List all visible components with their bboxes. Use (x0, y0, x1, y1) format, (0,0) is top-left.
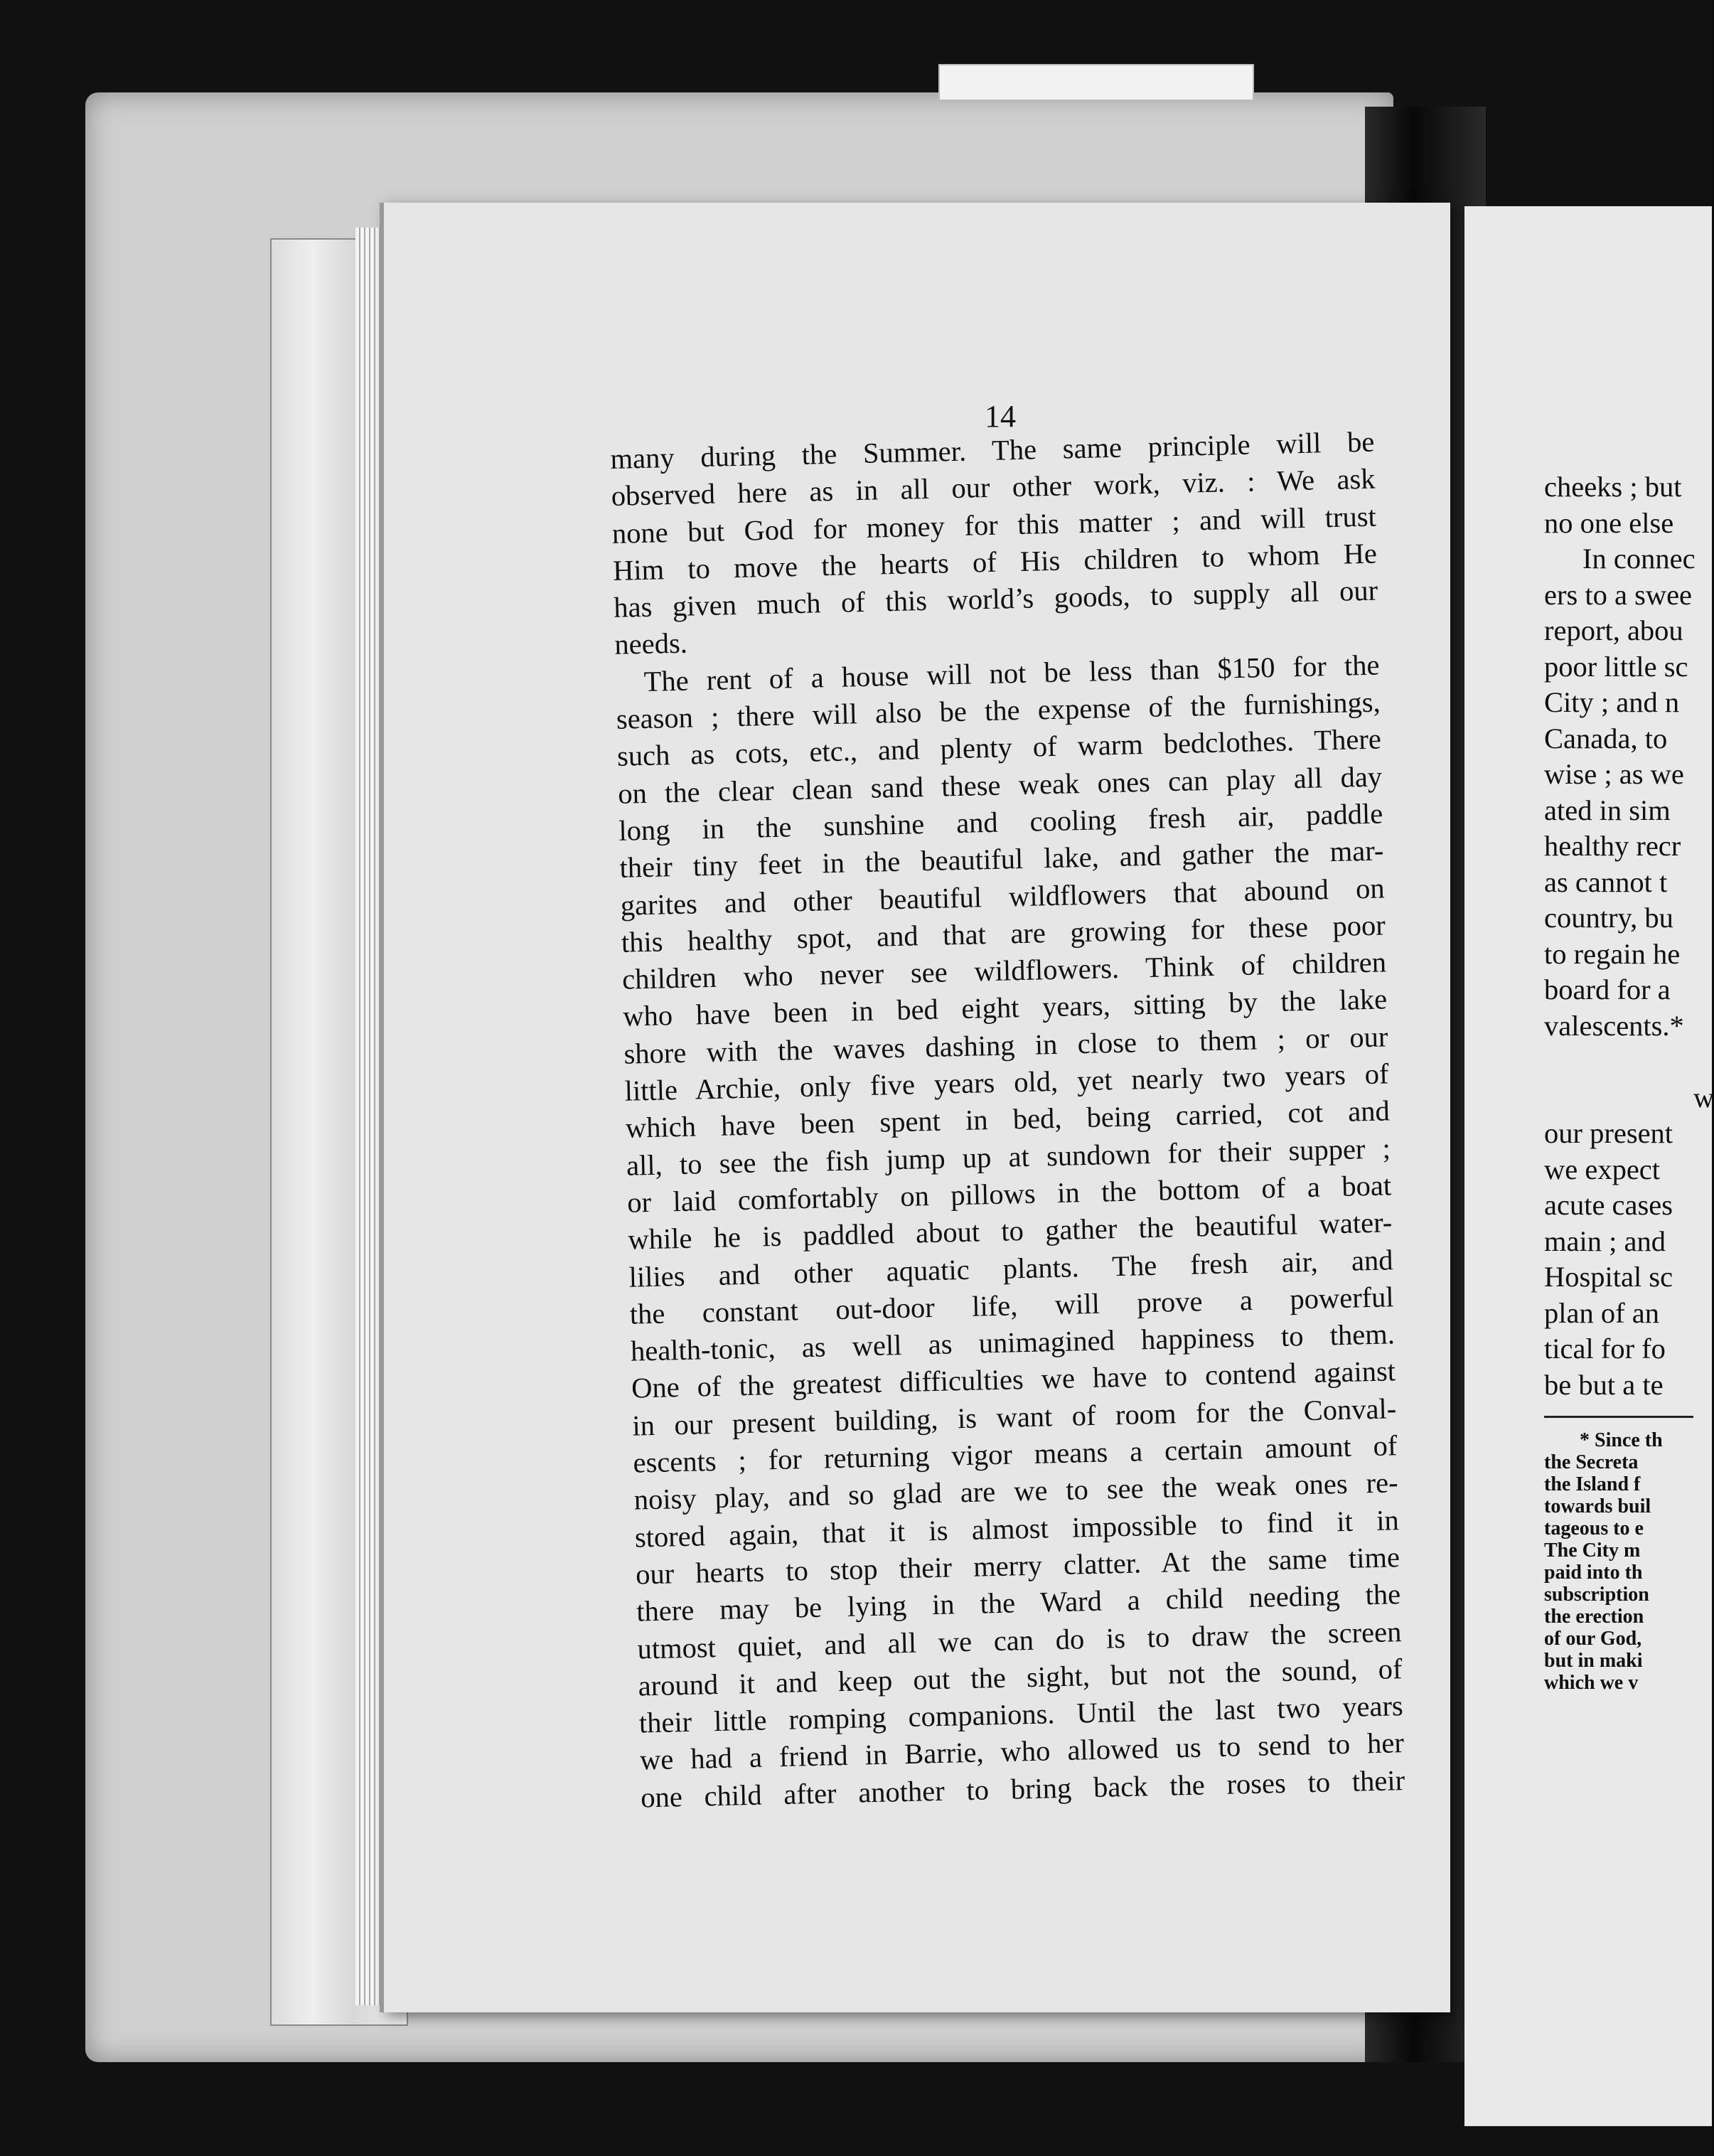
facing-text-line: Canada, to (1544, 722, 1668, 754)
text-line: shore with the waves dashing in close to them ; or our (623, 1020, 1388, 1070)
footnote-line: subscription (1544, 1584, 1649, 1606)
footnote-line: towards buil (1544, 1495, 1651, 1517)
text-line: all, to see the fish jump up at sundown for their supper ; (626, 1131, 1391, 1182)
facing-text-line: country, bu (1544, 902, 1673, 934)
text-line: has given much of this world’s goods, to supply all our (613, 574, 1378, 624)
facing-text-line: In connec (1582, 543, 1696, 575)
footnote-line: The City m (1544, 1539, 1641, 1562)
facing-text-line: we expect (1544, 1153, 1661, 1185)
facing-text-line: our present (1544, 1117, 1673, 1149)
text-line: their tiny feet in the beautiful lake, and gather the mar- (619, 834, 1384, 885)
text-line: which have been spent in bed, being carried, cot and (625, 1094, 1391, 1145)
facing-text-line: plan of an (1544, 1296, 1659, 1329)
text-line: the constant out-door life, will prove a powerful (629, 1281, 1395, 1330)
facing-text-line: healthy recr (1544, 830, 1681, 862)
text-line: many during the Summer. The same principle will be (610, 425, 1375, 475)
text-line: their little romping companions. Until the last two years (638, 1690, 1404, 1739)
facing-text-line: no one else (1544, 506, 1674, 539)
page-body (610, 424, 1405, 1817)
footnote-line: the erection (1544, 1606, 1644, 1628)
facing-text-line: as cannot t (1544, 865, 1668, 898)
facing-text-line: poor little sc (1544, 650, 1688, 683)
facing-text-line: to regain he (1544, 937, 1681, 970)
text-line: who have been in bed eight years, sitting by the lake (622, 983, 1388, 1033)
text-line: we had a friend in Barrie, who allowed us to send to her (639, 1727, 1405, 1776)
footnote-line: but in maki (1544, 1650, 1643, 1672)
text-line: garites and other beautiful wildflowers that abound on (620, 872, 1386, 922)
facing-text-line: main ; and (1544, 1224, 1666, 1257)
text-line: or laid comfortably on pillows in the bottom of a boat (626, 1169, 1392, 1219)
facing-page-text (1544, 469, 1712, 1694)
footnote-line: * Since th (1580, 1429, 1663, 1451)
footnote-line: paid into th (1544, 1562, 1643, 1584)
footnote-line: which we v (1544, 1672, 1639, 1694)
text-line: One of the greatest difficulties we have to contend against (631, 1355, 1396, 1405)
facing-text-line: cheeks ; but (1544, 471, 1682, 503)
text-line: children who never see wildflowers. Think of children (621, 946, 1387, 996)
text-line: escents ; for returning vigor means a certain amount of (633, 1429, 1398, 1479)
facing-text-line: valescents.* (1544, 1009, 1684, 1042)
text-line: The rent of a house will not be less than $150 for the (643, 649, 1380, 698)
text-line: noisy play, and so glad are we to see the weak ones re- (633, 1466, 1399, 1516)
text-line: season ; there will also be the expense of the furnishings, (616, 685, 1381, 735)
text-line: observed here as in all our other work, viz. : We ask (611, 462, 1376, 513)
footnote-line: of our God, (1544, 1628, 1642, 1650)
text-line: stored again, that it is almost impossible to find it in (634, 1503, 1400, 1554)
text-line: such as cots, etc., and plenty of warm bedclothes. There (616, 722, 1382, 773)
facing-text-line: Hospital sc (1544, 1261, 1673, 1293)
text-line: long in the sunshine and cooling fresh air, paddle (618, 797, 1383, 847)
text-line: little Archie, only five years old, yet nearly two years of (624, 1057, 1389, 1107)
text-line: while he is paddled about to gather the beautiful water- (627, 1206, 1393, 1256)
text-line: on the clear clean sand these weak ones can play all day (617, 760, 1383, 810)
facing-text-line: board for a (1544, 973, 1671, 1005)
facing-text-line: report, abou (1544, 614, 1683, 646)
text-line: Him to move the hearts of His children to whom He (612, 537, 1378, 587)
text-line: needs. (614, 627, 688, 661)
text-line: this healthy spot, and that are growing for these poor (621, 909, 1386, 959)
text-line: lilies and other aquatic plants. The fresh air, and (628, 1243, 1393, 1293)
text-line: around it and keep out the sight, but not the sound, of (638, 1652, 1403, 1702)
facing-text-line: acute cases (1544, 1189, 1673, 1221)
text-line: one child after another to bring back the roses to their (640, 1763, 1405, 1814)
footnote-rule (1544, 1416, 1693, 1418)
facing-text-line: wise ; as we (1544, 758, 1684, 790)
footnote-line: the Island f (1544, 1473, 1641, 1495)
facing-text-line: be but a te (1544, 1368, 1664, 1401)
bookmark-tab (938, 64, 1254, 101)
facing-text-line: ers to a swee (1544, 578, 1693, 611)
footnote-line: the Secreta (1544, 1451, 1639, 1473)
facing-text-line (1544, 1044, 1712, 1080)
facing-text-line: w (1693, 1081, 1714, 1114)
text-line: there may be lying in the Ward a child needing the (636, 1578, 1401, 1628)
text-line: our hearts to stop their merry clatter. At the same time (635, 1541, 1400, 1591)
facing-text-line: ated in sim (1544, 794, 1671, 826)
footnote-line: tageous to e (1544, 1517, 1644, 1539)
text-line: health-tonic, as well as unimagined happiness to them. (630, 1318, 1396, 1367)
page-number: 14 (985, 399, 1016, 434)
text-line: none but God for money for this matter ; and will trust (611, 500, 1377, 550)
facing-text-line: City ; and n (1544, 686, 1680, 718)
text-line: in our present building, is want of room for the Conval- (631, 1392, 1397, 1442)
text-line: utmost quiet, and all we can do is to draw the screen (637, 1615, 1402, 1665)
facing-text-line: tical for fo (1544, 1333, 1666, 1365)
